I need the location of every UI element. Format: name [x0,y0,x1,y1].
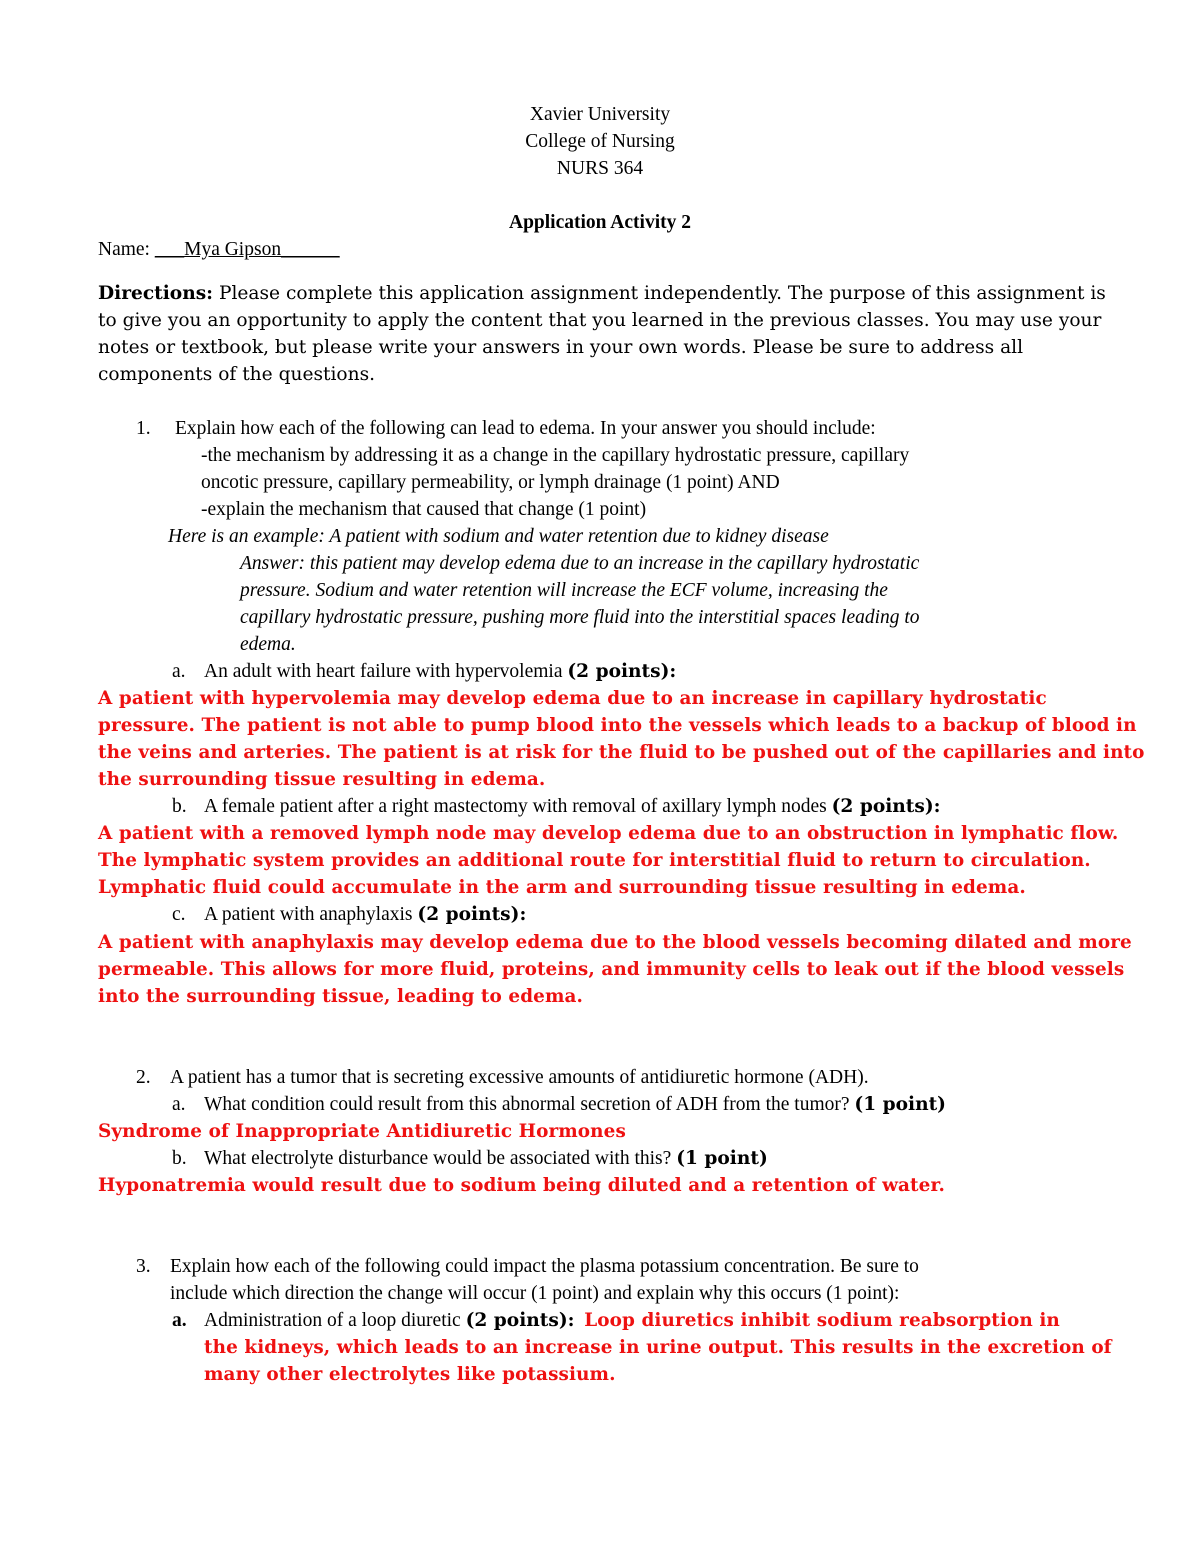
q1b-answer-2: The lymphatic system provides an additional route for interstitial fluid to return to circulation. [98,850,1091,871]
q2a-answer: Syndrome of Inappropriate Antidiuretic Hormones [98,1121,626,1142]
document-title: Application Activity 2 [508,212,691,233]
q2a-question [204,1091,946,1118]
q1a-letter: a. [172,661,186,682]
q1-criteria-2: oncotic pressure, capillary permeability, or lymph drainage (1 point) AND [201,472,780,493]
q3-number: 3. [136,1256,151,1277]
q2b-letter: b. [172,1148,187,1169]
q1c-question [204,901,526,928]
q1a-points: (2 points): [567,661,677,682]
q1-example-answer-3: capillary hydrostatic pressure, pushing more fluid into the interstitial spaces leading to [240,607,920,628]
directions-line-2: to give you an opportunity to apply the content that you learned in the previous classes. You may use your [98,310,1102,331]
q1-number: 1. [136,418,151,439]
q1c-answer-1: A patient with anaphylaxis may develop edema due to the blood vessels becoming dilated and more [98,932,1132,953]
q1b-text: A female patient after a right mastectomy with removal of axillary lymph nodes [204,796,832,817]
q2b-answer: Hyponatremia would result due to sodium being diluted and a retention of water. [98,1175,946,1196]
q3a-answer-3: many other electrolytes like potassium. [204,1364,616,1385]
q1-example-answer-1: Answer: this patient may develop edema due to an increase in the capillary hydrostatic [240,553,920,574]
q2b-text: What electrolyte disturbance would be associated with this? [204,1148,677,1169]
q2b-points: (1 point) [676,1148,768,1169]
q1b-points: (2 points): [831,796,941,817]
course-code: NURS 364 [556,158,644,179]
directions-line-1 [98,280,1106,307]
q1c-answer-2: permeable. This allows for more fluid, proteins, and immunity cells to leak out if the blood vessels [98,959,1125,980]
q1a-answer-2: pressure. The patient is not able to pump blood into the vessels which leads to a backup of blood in [98,715,1137,736]
directions-label: Directions: [98,283,214,304]
q3-text-2: include which direction the change will occur (1 point) and explain why this occurs (1 point): [170,1283,900,1304]
q1-example-answer-4: edema. [240,634,296,655]
q2a-letter: a. [172,1094,186,1115]
directions-text-1: Please complete this application assignment independently. The purpose of this assignment is [213,283,1106,304]
q3a-answer-1: Loop diuretics inhibit sodium reabsorption in [584,1310,1060,1331]
q1a-answer-3: the veins and arteries. The patient is at risk for the fluid to be pushed out of the capillaries and into [98,742,1145,763]
q3-text-1: Explain how each of the following could impact the plasma potassium concentration. Be sure to [170,1256,919,1277]
q1-criteria-1: -the mechanism by addressing it as a change in the capillary hydrostatic pressure, capillary [201,445,910,466]
name-value: ___Mya Gipson______ [154,239,340,260]
q2a-text: What condition could result from this abnormal secretion of ADH from the tumor? [204,1094,855,1115]
q1b-answer-1: A patient with a removed lymph node may develop edema due to an obstruction in lymphatic flow. [98,823,1119,844]
q1c-letter: c. [172,904,186,925]
q2-text: A patient has a tumor that is secreting excessive amounts of antidiuretic hormone (ADH). [170,1067,869,1088]
q2b-question [204,1145,768,1172]
q3a-text: Administration of a loop diuretic [204,1310,466,1331]
q2-number: 2. [136,1067,151,1088]
directions-line-4: components of the questions. [98,364,376,385]
q1a-answer-4: the surrounding tissue resulting in edema. [98,769,546,790]
q1a-answer-1: A patient with hypervolemia may develop edema due to an increase in capillary hydrostatic [98,688,1047,709]
q1a-text: An adult with heart failure with hypervolemia [204,661,568,682]
directions-line-3: notes or textbook, but please write your answers in your own words. Please be sure to address all [98,337,1024,358]
q1b-answer-3: Lymphatic fluid could accumulate in the arm and surrounding tissue resulting in edema. [98,877,1026,898]
college-name: College of Nursing [525,131,675,152]
q3a-answer-2: the kidneys, which leads to an increase in urine output. This results in the excretion of [204,1337,1112,1358]
q3a-question [204,1307,1060,1334]
q1b-letter: b. [172,796,187,817]
q1a-question [204,658,676,685]
q2a-points: (1 point) [854,1094,946,1115]
q1b-question [204,793,941,820]
name-label: Name: [98,239,150,260]
q1-example-answer-2: pressure. Sodium and water retention will increase the ECF volume, increasing the [240,580,888,601]
name-line [98,236,340,263]
q1-text: Explain how each of the following can lead to edema. In your answer you should include: [175,418,876,439]
q1-criteria-3: -explain the mechanism that caused that change (1 point) [201,499,647,520]
q1-example-prompt: Here is an example: A patient with sodium and water retention due to kidney disease [168,526,829,547]
university-name: Xavier University [529,104,671,125]
q3a-letter: a. [172,1310,187,1331]
q1c-text: A patient with anaphylaxis [204,904,418,925]
q3a-points: (2 points): [465,1310,575,1331]
q1c-points: (2 points): [417,904,527,925]
q1c-answer-3: into the surrounding tissue, leading to edema. [98,986,584,1007]
